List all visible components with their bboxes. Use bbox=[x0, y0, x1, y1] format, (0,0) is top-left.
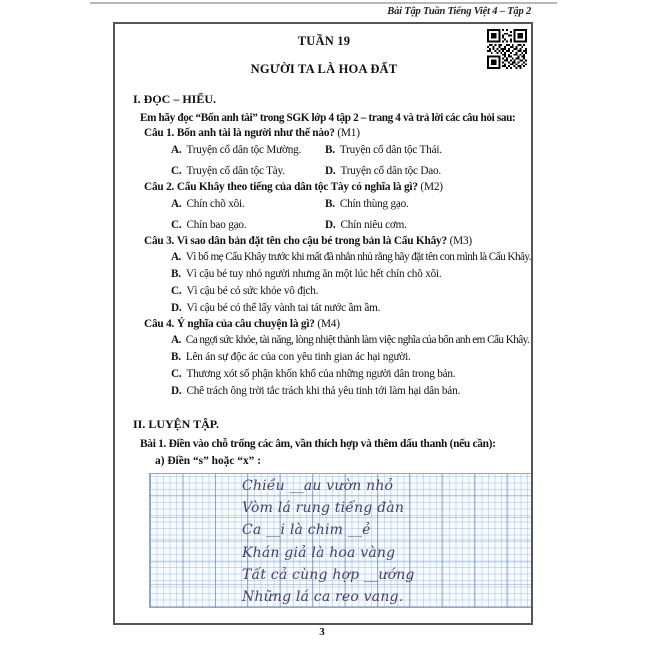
question-3 bbox=[144, 235, 515, 247]
option-letter: C. bbox=[171, 165, 182, 177]
option-c bbox=[171, 284, 515, 298]
handwriting-line: Tất cả cùng hợp __ướng bbox=[242, 566, 415, 583]
question-text: Ý nghĩa của câu chuyện là gì? bbox=[176, 318, 315, 330]
handwriting-grid bbox=[149, 473, 533, 608]
option-d bbox=[171, 301, 515, 315]
option-letter: B. bbox=[171, 268, 181, 280]
option-text: Vì cậu bé có sức khỏe vô địch. bbox=[186, 285, 319, 297]
question-text: Cẩu Khây theo tiếng của dân tộc Tày có nghĩa là gì? bbox=[176, 181, 418, 193]
option-d bbox=[325, 218, 515, 232]
option-letter: A. bbox=[171, 251, 181, 263]
question-4 bbox=[144, 318, 515, 330]
option-a bbox=[171, 250, 531, 264]
question-1-options bbox=[171, 140, 515, 178]
option-text: Ca ngợi sức khỏe, tài năng, lòng nhiệt thành làm việc nghĩa của bốn anh em Cẩu Khây. bbox=[185, 334, 530, 346]
option-d bbox=[325, 164, 515, 178]
page-top-edge bbox=[90, 2, 557, 4]
reading-instruction: Em hãy đọc “Bốn anh tài” trong SGK lớp 4 tập 2 – trang 4 và trả lời các câu hỏi sau: bbox=[140, 112, 516, 124]
question-1 bbox=[144, 127, 515, 139]
option-letter: B. bbox=[171, 351, 181, 363]
week-title: TUẦN 19 bbox=[297, 34, 351, 48]
question-label: Câu 3. bbox=[144, 235, 175, 247]
option-letter: D. bbox=[171, 302, 182, 314]
handwriting-line: Vòm lá rung tiếng đàn bbox=[242, 500, 405, 517]
option-letter: D. bbox=[171, 385, 182, 397]
option-text: Chín niêu cơm. bbox=[340, 219, 407, 231]
option-text: Truyện cổ dân tộc Dao. bbox=[340, 165, 441, 177]
option-b bbox=[325, 143, 515, 157]
handwriting-line: Ca __i là chim __ẻ bbox=[242, 522, 371, 539]
option-letter: B. bbox=[325, 198, 335, 210]
question-level: (M4) bbox=[317, 318, 340, 330]
option-letter: A. bbox=[171, 334, 181, 346]
exercise-1a-label: a) Điền “s” hoặc “x” : bbox=[155, 455, 261, 467]
question-label: Câu 4. bbox=[144, 318, 175, 330]
worksheet-page bbox=[113, 22, 533, 625]
option-b bbox=[171, 267, 515, 281]
question-level: (M3) bbox=[449, 235, 472, 247]
question-level: (M2) bbox=[420, 181, 443, 193]
question-label: Câu 2. bbox=[144, 181, 175, 193]
option-b bbox=[171, 350, 515, 364]
option-text: Chê trách ông trời tắc trách khi thả yêu tinh tới làm hại dân bản. bbox=[186, 385, 461, 397]
option-letter: C. bbox=[171, 219, 182, 231]
option-c bbox=[171, 367, 515, 381]
option-d bbox=[171, 384, 515, 398]
option-text: Chín bao gạo. bbox=[186, 219, 247, 231]
option-letter: B. bbox=[325, 144, 335, 156]
question-text: Bốn anh tài là người như thế nào? bbox=[176, 127, 335, 139]
option-text: Chín thùng gạo. bbox=[339, 198, 409, 210]
option-letter: D. bbox=[325, 165, 336, 177]
question-4-options bbox=[171, 333, 530, 398]
page-number: 3 bbox=[319, 626, 325, 638]
option-b bbox=[325, 197, 515, 211]
option-letter: A. bbox=[171, 198, 182, 210]
option-text: Truyện cổ dân tộc Mường. bbox=[186, 144, 302, 156]
option-a bbox=[171, 197, 325, 211]
booklet-title: Bài Tập Tuần Tiếng Việt 4 – Tập 2 bbox=[387, 6, 531, 17]
section-1-heading: I. ĐỌC – HIỂU. bbox=[133, 92, 217, 106]
option-letter: D. bbox=[325, 219, 336, 231]
question-text: Vì sao dân bản đặt tên cho cậu bé trong bản là Cẩu Khây? bbox=[176, 235, 447, 247]
question-level: (M1) bbox=[337, 127, 360, 139]
option-letter: C. bbox=[171, 285, 182, 297]
question-2 bbox=[144, 181, 515, 193]
question-3-options bbox=[171, 250, 531, 315]
option-c bbox=[171, 218, 325, 232]
section-2-heading: II. LUYỆN TẬP. bbox=[133, 417, 220, 431]
option-text: Lên án sự độc ác của con yêu tinh gian ác hại người. bbox=[185, 351, 411, 363]
option-text: Truyện cổ dân tộc Tày. bbox=[186, 165, 285, 177]
option-text: Vì cậu bé tuy nhỏ người nhưng ăn một lúc hết chín chõ xôi. bbox=[185, 268, 442, 280]
option-letter: C. bbox=[171, 368, 182, 380]
option-text: Chín chõ xôi. bbox=[186, 198, 245, 210]
question-2-options bbox=[171, 194, 515, 232]
handwriting-text bbox=[242, 475, 415, 608]
option-text: Truyện cổ dân tộc Thái. bbox=[339, 144, 442, 156]
handwriting-line: Những lá ca reo vang. bbox=[242, 589, 404, 606]
lesson-title: NGƯỜI TA LÀ HOA ĐẤT bbox=[250, 62, 398, 76]
question-label: Câu 1. bbox=[144, 127, 175, 139]
option-a bbox=[171, 333, 530, 347]
option-a bbox=[171, 143, 325, 157]
option-letter: A. bbox=[171, 144, 182, 156]
exercise-1-instruction: Bài 1. Điền vào chỗ trống các âm, vần thích hợp và thêm dấu thanh (nếu cần): bbox=[140, 438, 496, 450]
option-text: Thương xót số phận khốn khổ của những người dân trong bản. bbox=[186, 368, 456, 380]
option-text: Vì cậu bé có thể lấy vành tai tát nước ầm ầm. bbox=[186, 302, 381, 314]
option-c bbox=[171, 164, 325, 178]
handwriting-line: Khán giả là hoa vàng bbox=[242, 544, 396, 561]
option-text: Vì bố mẹ Cẩu Khây trước khi mất đã nhắn nhủ rằng hãy đặt tên con mình là Cẩu Khây. bbox=[185, 251, 531, 263]
handwriting-line: Chiều __au vườn nhỏ bbox=[242, 478, 394, 494]
